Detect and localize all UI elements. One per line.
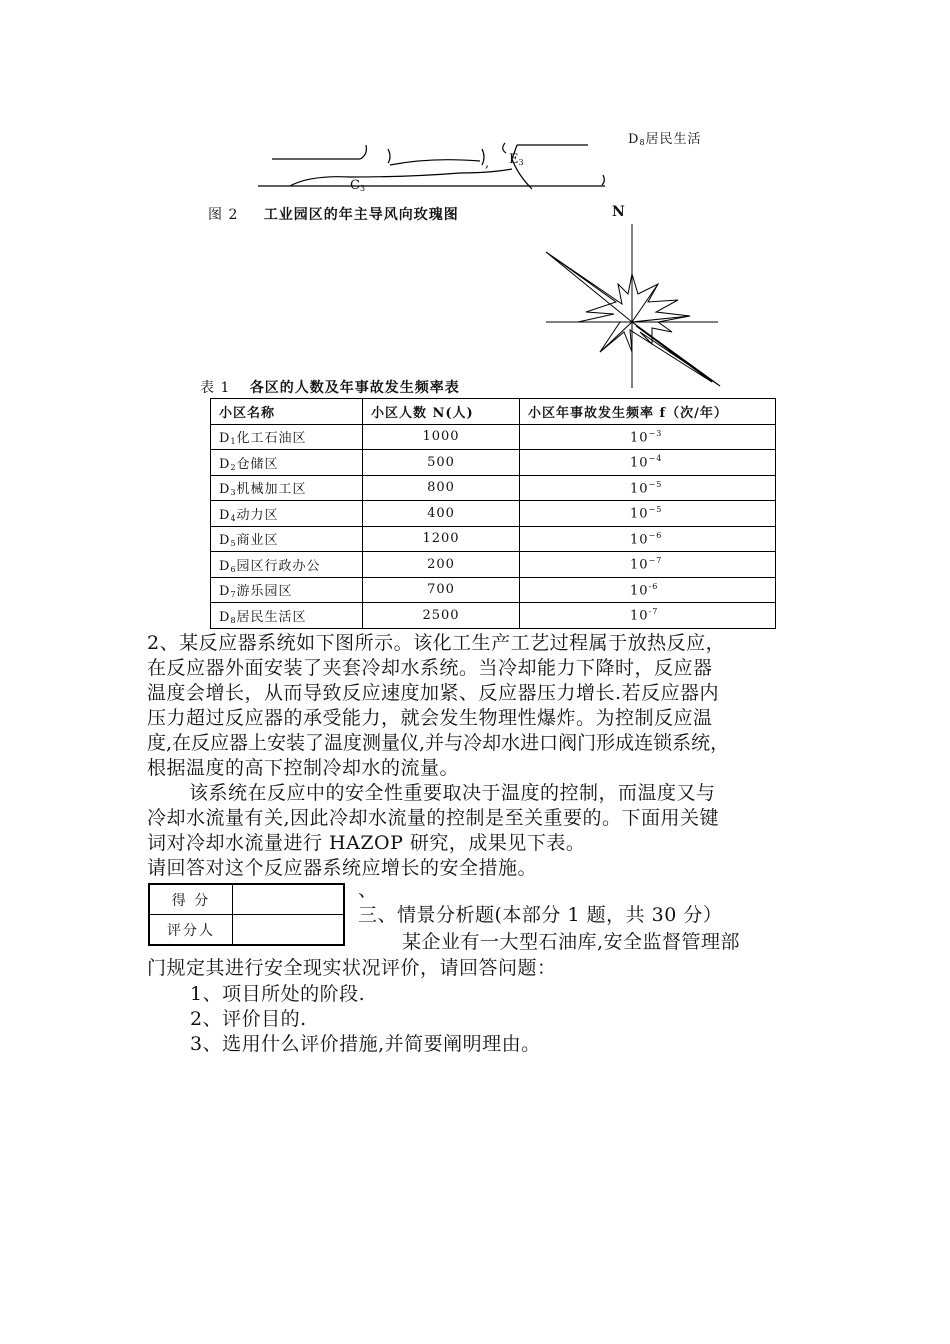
rose-ray-se2 [632, 322, 712, 382]
table-row [211, 501, 776, 527]
table-caption [200, 377, 460, 397]
section-3-intro-2: 门规定其进行安全现实状况评价，请回答问题： [147, 957, 557, 979]
population-cell: 800 [363, 475, 520, 501]
map-sketch [250, 135, 630, 200]
population-cell: 400 [363, 501, 520, 527]
north-label: N [612, 204, 626, 220]
figure-caption [208, 204, 459, 224]
population-cell: 700 [363, 577, 520, 603]
frequency-cell: $10^{-4}$ [520, 450, 776, 476]
q2-line: 冷却水流量有关,因此冷却水流量的控制是至关重要的。下面用关键 [147, 807, 720, 829]
score-box [148, 883, 345, 946]
table-row [211, 577, 776, 603]
grader-label: 评分人 [149, 915, 233, 946]
frequency-cell: $10^{-5}$ [520, 501, 776, 527]
table-row [211, 552, 776, 578]
q2-line: 压力超过反应器的承受能力，就会发生物理性爆炸。为控制反应温 [147, 707, 713, 729]
header-population: 小区人数 N(人) [363, 399, 520, 425]
zone-name-cell: $D_8$居民生活区 [211, 603, 363, 629]
frequency-cell: $10^{-7}$ [520, 603, 776, 629]
population-cell: 1200 [363, 526, 520, 552]
map-curve-8 [602, 175, 604, 185]
population-cell: 200 [363, 552, 520, 578]
rose-ray-sw [600, 322, 632, 352]
question-2 [147, 631, 837, 881]
table-header-row [211, 399, 776, 425]
map-curve-4 [482, 149, 484, 165]
section-3-item: 2、评价目的. [190, 1008, 307, 1030]
map-curve-1 [360, 145, 366, 159]
frequency-cell: $10^{-5}$ [520, 475, 776, 501]
map-curve-7 [290, 169, 512, 186]
grader-field[interactable] [233, 915, 345, 946]
rose-ray-ne [632, 284, 658, 322]
map-label-d8: $D_8$居民生活 [628, 132, 702, 147]
stray-mark: 、 [358, 879, 378, 901]
score-label: 得 分 [149, 884, 233, 915]
header-frequency: 小区年事故发生频率 f（次/年） [520, 399, 776, 425]
table-row [211, 603, 776, 629]
q2-line: 请回答对这个反应器系统应增长的安全措施。 [147, 857, 538, 879]
map-label-c3: $C_3$ [350, 178, 366, 193]
table-row [211, 475, 776, 501]
table-row [211, 450, 776, 476]
zone-name-cell: $D_7$游乐园区 [211, 577, 363, 603]
zone-name-cell: $D_6$园区行政办公 [211, 552, 363, 578]
zone-name-cell: $D_5$商业区 [211, 526, 363, 552]
zone-name-cell: $D_3$机械加工区 [211, 475, 363, 501]
map-curve-5 [503, 143, 506, 153]
zone-name-cell: $D_2$仓储区 [211, 450, 363, 476]
section-3-heading: 三、情景分析题(本部分 1 题，共 30 分） [358, 904, 723, 926]
wind-rose [540, 222, 730, 390]
q2-line: 温度会增长，从而导致反应速度加紧、反应器压力增长.若反应器内 [147, 682, 720, 704]
frequency-cell: $10^{-3}$ [520, 424, 776, 450]
figure-number: 图 2 [208, 207, 239, 223]
population-cell: 1000 [363, 424, 520, 450]
map-curve-2 [388, 149, 390, 163]
q2-line: 在反应器外面安装了夹套冷却水系统。当冷却能力下降时，反应器 [147, 657, 713, 679]
section-3-intro-1: 某企业有一大型石油库,安全监督管理部 [402, 931, 741, 953]
map-label-e3: $E_3$ [509, 152, 524, 167]
population-cell: 2500 [363, 603, 520, 629]
header-zone-name: 小区名称 [211, 399, 363, 425]
table-row [211, 526, 776, 552]
q2-line: 该系统在反应中的安全性重要取决于温度的控制，而温度又与 [189, 782, 716, 804]
frequency-cell: $10^{-6}$ [520, 526, 776, 552]
frequency-cell: $10^{-6}$ [520, 577, 776, 603]
section-3-item: 1、项目所处的阶段. [190, 983, 366, 1005]
table-row [211, 424, 776, 450]
map-comma: , [485, 156, 490, 171]
population-cell: 500 [363, 450, 520, 476]
frequency-table [210, 398, 776, 629]
section-3-item: 3、选用什么评价措施,并简要阐明理由。 [190, 1033, 541, 1055]
table-number: 表 1 [200, 380, 231, 396]
zone-name-cell: $D_1$化工石油区 [211, 424, 363, 450]
q2-line: 根据温度的高下控制冷却水的流量。 [147, 757, 460, 779]
score-field[interactable] [233, 884, 345, 915]
table-title: 各区的人数及年事故发生频率表 [249, 380, 460, 396]
q2-line: 2、某反应器系统如下图所示。该化工生产工艺过程属于放热反应， [147, 632, 726, 654]
rose-petals [546, 252, 720, 386]
zone-name-cell: $D_4$动力区 [211, 501, 363, 527]
map-curve-3 [390, 160, 480, 165]
q2-line: 度,在反应器上安装了温度测量仪,并与冷却水进口阀门形成连锁系统， [147, 732, 730, 754]
figure-title: 工业园区的年主导风向玫瑰图 [263, 207, 459, 223]
frequency-cell: $10^{-7}$ [520, 552, 776, 578]
q2-line: 词对冷却水流量进行 HAZOP 研究，成果见下表。 [147, 832, 586, 854]
